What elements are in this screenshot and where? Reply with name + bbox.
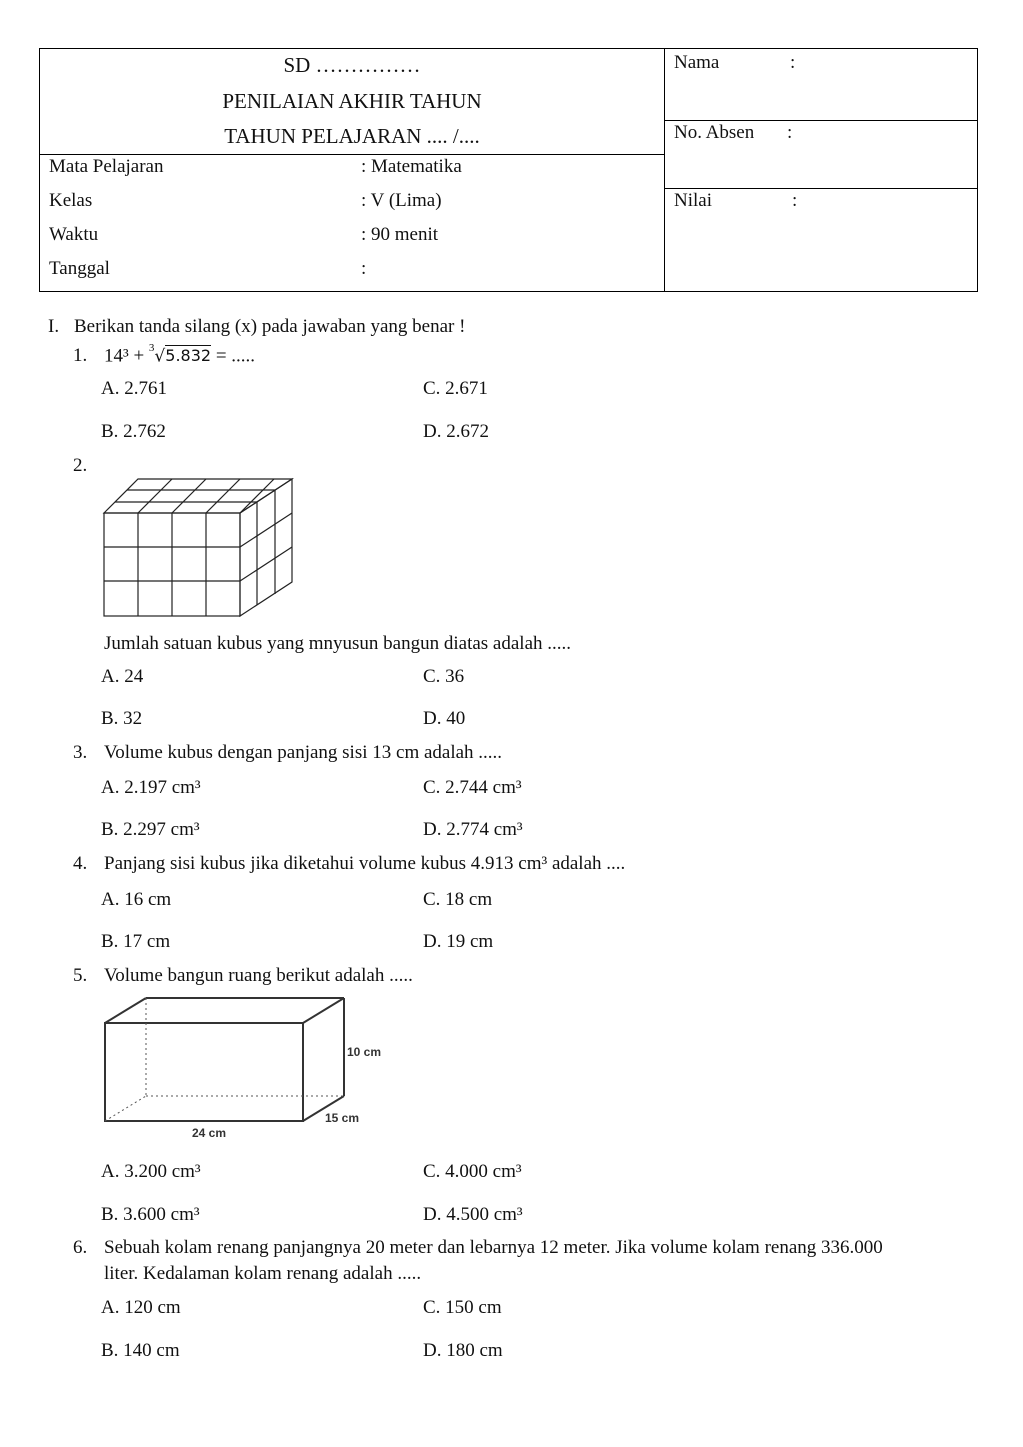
question-text-pre: 14³ + [104,345,149,367]
info-label-class: Kelas [49,190,93,211]
question-text: Volume bangun ruang berikut adalah ..... [104,965,413,986]
option-d[interactable]: D. 19 cm [423,931,494,952]
section-instruction: Berikan tanda silang (x) pada jawaban yang benar ! [74,316,466,337]
option-c[interactable]: C. 150 cm [423,1297,502,1318]
info-label-time: Waktu [49,224,99,245]
absen-label: No. Absen [674,122,755,143]
absen-field[interactable]: : [787,122,793,143]
option-c[interactable]: C. 36 [423,666,465,687]
info-label-date: Tanggal [49,258,110,279]
root-index: 3 [148,342,155,354]
option-d[interactable]: D. 2.774 cm³ [423,819,523,840]
option-d[interactable]: D. 40 [423,708,466,729]
info-value-time: : 90 menit [361,224,439,245]
option-b[interactable]: B. 3.600 cm³ [101,1204,200,1225]
question-number: 2. [73,455,88,476]
school-name: SD …………… [283,53,421,77]
question-text-line1: Sebuah kolam renang panjangnya 20 meter dan lebarnya 12 meter. Jika volume kolam renang 336.000 [104,1237,883,1258]
option-c[interactable]: C. 2.744 cm³ [423,777,522,798]
option-d[interactable]: D. 180 cm [423,1340,503,1361]
option-d[interactable]: D. 2.672 [423,421,489,442]
cuboid-figure [100,995,400,1145]
question-number: 5. [73,965,88,986]
info-value-subject: : Matematika [361,156,462,177]
option-a[interactable]: A. 24 [101,666,144,687]
question-text: Panjang sisi kubus jika diketahui volume kubus 4.913 cm³ adalah .... [104,853,626,874]
info-label-subject: Mata Pelajaran [49,156,164,177]
nilai-label: Nilai [674,190,712,211]
option-b[interactable]: B. 17 cm [101,931,171,952]
nilai-field[interactable]: : [792,190,798,211]
radical-sign-icon: √ [154,346,166,367]
option-a[interactable]: A. 2.197 cm³ [101,777,201,798]
school-year: TAHUN PELAJARAN .... /.... [224,124,480,148]
question-number: 1. [73,345,88,366]
option-a[interactable]: A. 16 cm [101,889,172,910]
option-b[interactable]: B. 2.762 [101,421,166,442]
section-numeral: I. [48,316,60,337]
nama-label: Nama [674,52,720,73]
question-text [104,342,256,367]
option-a[interactable]: A. 2.761 [101,378,167,399]
figure-width-label: 15 cm [325,1111,360,1125]
radicand: 5.832 [165,346,212,366]
option-d[interactable]: D. 4.500 cm³ [423,1204,523,1225]
question-number: 3. [73,742,88,763]
question-number: 4. [73,853,88,874]
option-a[interactable]: A. 3.200 cm³ [101,1161,201,1182]
option-c[interactable]: C. 18 cm [423,889,493,910]
info-value-class: : V (Lima) [361,190,442,211]
cube-stack-figure [100,474,300,619]
option-c[interactable]: C. 2.671 [423,378,488,399]
figure-length-label: 24 cm [192,1126,227,1140]
nama-field[interactable]: : [790,52,796,73]
info-value-date: : [361,258,367,279]
option-a[interactable]: A. 120 cm [101,1297,181,1318]
question-text: Jumlah satuan kubus yang mnyusun bangun diatas adalah ..... [104,633,572,654]
option-b[interactable]: B. 2.297 cm³ [101,819,200,840]
option-b[interactable]: B. 140 cm [101,1340,180,1361]
question-text-line2: liter. Kedalaman kolam renang adalah ..... [104,1263,422,1284]
option-c[interactable]: C. 4.000 cm³ [423,1161,522,1182]
option-b[interactable]: B. 32 [101,708,143,729]
question-text: Volume kubus dengan panjang sisi 13 cm adalah ..... [104,742,503,763]
question-number: 6. [73,1237,88,1258]
exam-title: PENILAIAN AKHIR TAHUN [222,89,482,113]
question-text-post: = ..... [211,345,256,367]
figure-height-label: 10 cm [347,1045,382,1059]
